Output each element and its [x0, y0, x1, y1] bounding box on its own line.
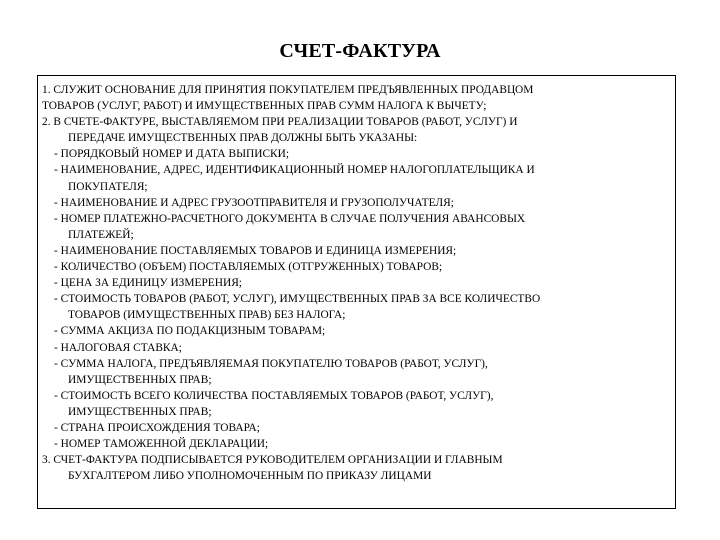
- text-line: - ПОРЯДКОВЫЙ НОМЕР И ДАТА ВЫПИСКИ;: [54, 148, 290, 161]
- text-line: 3. СЧЕТ-ФАКТУРА ПОДПИСЫВАЕТСЯ РУКОВОДИТЕЛЕМ ОРГАНИЗАЦИИ И ГЛАВНЫМ: [42, 454, 503, 467]
- text-line: ИМУЩЕСТВЕННЫХ ПРАВ;: [68, 405, 212, 418]
- text-line: - НАЛОГОВАЯ СТАВКА;: [54, 341, 182, 354]
- text-line: ТОВАРОВ (ИМУЩЕСТВЕННЫХ ПРАВ) БЕЗ НАЛОГА;: [68, 309, 346, 322]
- content-box: [37, 75, 676, 509]
- text-line: ИМУЩЕСТВЕННЫХ ПРАВ;: [68, 373, 212, 386]
- text-line: - СТРАНА ПРОИСХОЖДЕНИЯ ТОВАРА;: [54, 421, 260, 434]
- text-line: 2. В СЧЕТЕ-ФАКТУРЕ, ВЫСТАВЛЯЕМОМ ПРИ РЕАЛИЗАЦИИ ТОВАРОВ (РАБОТ, УСЛУГ) И: [42, 116, 518, 129]
- text-line: ПОКУПАТЕЛЯ;: [68, 180, 148, 193]
- text-line: - НАИМЕНОВАНИЕ ПОСТАВЛЯЕМЫХ ТОВАРОВ И ЕДИНИЦА ИЗМЕРЕНИЯ;: [54, 244, 457, 257]
- text-line: ТОВАРОВ (УСЛУГ, РАБОТ) И ИМУЩЕСТВЕННЫХ ПРАВ СУММ НАЛОГА К ВЫЧЕТУ;: [42, 100, 487, 113]
- text-line: - НОМЕР ПЛАТЕЖНО-РАСЧЕТНОГО ДОКУМЕНТА В СЛУЧАЕ ПОЛУЧЕНИЯ АВАНСОВЫХ: [54, 212, 526, 225]
- text-line: - НОМЕР ТАМОЖЕННОЙ ДЕКЛАРАЦИИ;: [54, 438, 269, 451]
- text-line: ПЛАТЕЖЕЙ;: [68, 228, 134, 241]
- text-line: - СУММА НАЛОГА, ПРЕДЪЯВЛЯЕМАЯ ПОКУПАТЕЛЮ ТОВАРОВ (РАБОТ, УСЛУГ),: [54, 357, 488, 370]
- text-line: - СТОИМОСТЬ ВСЕГО КОЛИЧЕСТВА ПОСТАВЛЯЕМЫХ ТОВАРОВ (РАБОТ, УСЛУГ),: [54, 389, 494, 402]
- text-line: - НАИМЕНОВАНИЕ, АДРЕС, ИДЕНТИФИКАЦИОННЫЙ НОМЕР НАЛОГОПЛАТЕЛЬЩИКА И: [54, 164, 535, 177]
- text-line: - ЦЕНА ЗА ЕДИНИЦУ ИЗМЕРЕНИЯ;: [54, 277, 242, 290]
- text-line: - СУММА АКЦИЗА ПО ПОДАКЦИЗНЫМ ТОВАРАМ;: [54, 325, 326, 338]
- text-line: - НАИМЕНОВАНИЕ И АДРЕС ГРУЗООТПРАВИТЕЛЯ И ГРУЗОПОЛУЧАТЕЛЯ;: [54, 196, 454, 209]
- text-line: БУХГАЛТЕРОМ ЛИБО УПОЛНОМОЧЕННЫМ ПО ПРИКАЗУ ЛИЦАМИ: [68, 470, 432, 483]
- text-line: - КОЛИЧЕСТВО (ОБЪЕМ) ПОСТАВЛЯЕМЫХ (ОТГРУЖЕННЫХ) ТОВАРОВ;: [54, 261, 443, 274]
- text-line: 1. СЛУЖИТ ОСНОВАНИЕ ДЛЯ ПРИНЯТИЯ ПОКУПАТЕЛЕМ ПРЕДЪЯВЛЕННЫХ ПРОДАВЦОМ: [42, 84, 534, 96]
- slide-title: СЧЕТ-ФАКТУРА: [279, 40, 441, 62]
- text-line: - СТОИМОСТЬ ТОВАРОВ (РАБОТ, УСЛУГ), ИМУЩЕСТВЕННЫХ ПРАВ ЗА ВСЕ КОЛИЧЕСТВО: [54, 293, 541, 306]
- text-line: ПЕРЕДАЧЕ ИМУЩЕСТВЕННЫХ ПРАВ ДОЛЖНЫ БЫТЬ УКАЗАНЫ:: [68, 132, 418, 145]
